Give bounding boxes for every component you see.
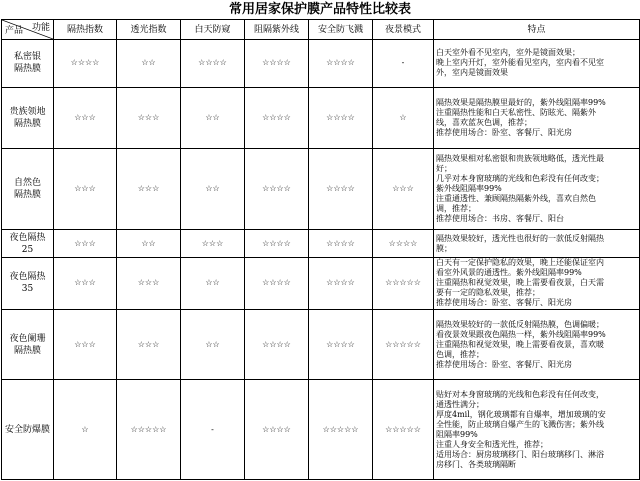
feature-line: 隔热效果较好的一款低反射隔热膜，色调偏暖； bbox=[436, 319, 604, 329]
feature-line: 全性能，防止玻璃自爆产生的飞溅伤害；紫外线 bbox=[436, 419, 604, 429]
feature-line: 调，推荐； bbox=[436, 204, 476, 214]
feature-line: 隔热效果是隔热膜里最好的，紫外线阻隔率99% bbox=[436, 97, 606, 107]
features-cell bbox=[434, 230, 640, 258]
features-cell bbox=[434, 40, 640, 88]
rating-cell: ☆☆☆☆☆ bbox=[117, 380, 181, 480]
rating-cell: ☆☆☆☆ bbox=[245, 40, 309, 88]
rating-cell: ☆☆ bbox=[181, 257, 245, 309]
rating-cell: ☆☆ bbox=[117, 40, 181, 88]
rating-cell: ☆☆☆☆☆ bbox=[309, 380, 373, 480]
rating-cell: ☆☆☆☆ bbox=[309, 87, 373, 148]
rating-cell: ☆☆☆ bbox=[54, 148, 117, 229]
feature-line: 好； bbox=[436, 164, 452, 174]
feature-line: 房移门、各类玻璃隔断 bbox=[436, 459, 516, 469]
feature-line: 适用场合：厨房玻璃移门、阳台玻璃移门、淋浴 bbox=[436, 449, 604, 459]
feature-line: 推荐使用场合：书房、客餐厅、阳台 bbox=[436, 214, 564, 224]
features-cell bbox=[434, 257, 640, 309]
column-header: 透光指数 bbox=[117, 20, 181, 40]
features-cell bbox=[434, 87, 640, 148]
rating-cell: ☆☆☆☆☆ bbox=[373, 380, 434, 480]
rating-cell: ☆☆☆☆ bbox=[309, 148, 373, 229]
rating-cell: - bbox=[373, 40, 434, 88]
rating-cell: ☆☆☆ bbox=[54, 257, 117, 309]
product-name-cell: 夜色阑珊 隔热膜 bbox=[2, 309, 54, 379]
page-title: 常用居家保护膜产品特性比较表 bbox=[228, 2, 411, 17]
table-row bbox=[2, 40, 640, 88]
feature-line: 推荐使用场合：卧室、客餐厅、阳光房 bbox=[436, 359, 572, 369]
rating-cell: - bbox=[181, 380, 245, 480]
feature-line: 注重隔热和视觉效果，晚上需要看夜景，喜欢暖 bbox=[436, 339, 604, 349]
rating-cell: ☆☆☆☆ bbox=[181, 40, 245, 88]
rating-cell: ☆☆☆ bbox=[373, 148, 434, 229]
feature-line: 贴好对本身窗玻璃的光线和色彩没有任何改变， bbox=[436, 389, 604, 399]
rating-cell: ☆☆☆ bbox=[54, 87, 117, 148]
product-name-cell: 夜色隔热25 bbox=[2, 230, 54, 258]
column-header: 隔热指数 bbox=[54, 20, 117, 40]
feature-line: 注重通透性、兼顾隔热隔紫外线，喜欢自然色 bbox=[436, 194, 596, 204]
header-product-label: 产品 bbox=[5, 26, 24, 36]
rating-cell: ☆☆☆☆ bbox=[309, 230, 373, 258]
table-row bbox=[2, 257, 640, 309]
rating-cell: ☆☆☆☆ bbox=[245, 309, 309, 379]
feature-line: 色调，推荐； bbox=[436, 349, 484, 359]
column-header: 阻隔紫外线 bbox=[245, 20, 309, 40]
rating-cell: ☆☆☆ bbox=[117, 309, 181, 379]
header-function-label: 功能 bbox=[31, 23, 50, 33]
rating-cell: ☆☆☆☆ bbox=[245, 230, 309, 258]
rating-cell: ☆☆ bbox=[181, 87, 245, 148]
product-name-cell: 安全防爆膜 bbox=[2, 380, 54, 480]
rating-cell: ☆☆☆ bbox=[117, 87, 181, 148]
rating-cell: ☆☆☆☆ bbox=[54, 40, 117, 88]
rating-cell: ☆☆☆ bbox=[54, 230, 117, 258]
feature-line: 推荐使用场合：卧室、客餐厅、阳光房 bbox=[436, 298, 572, 308]
table-row bbox=[2, 230, 640, 258]
product-name-cell: 私密银 隔热膜 bbox=[2, 40, 54, 88]
rating-cell: ☆☆☆ bbox=[54, 309, 117, 379]
feature-line: 外，室内是镜面效果 bbox=[436, 68, 508, 78]
header-corner-cell bbox=[2, 20, 54, 40]
rating-cell: ☆ bbox=[54, 380, 117, 480]
feature-line: 注重人身安全和透光性，推荐； bbox=[436, 439, 548, 449]
feature-line: 推荐使用场合：卧室、客餐厅、阳光房 bbox=[436, 127, 572, 137]
feature-line: 白天室外看不见室内，室外是镜面效果； bbox=[436, 48, 580, 58]
column-header: 夜景模式 bbox=[373, 20, 434, 40]
feature-line: 线，喜欢蓝灰色调，推荐； bbox=[436, 117, 532, 127]
rating-cell: ☆ bbox=[373, 87, 434, 148]
product-name-cell: 夜色隔热35 bbox=[2, 257, 54, 309]
rating-cell: ☆☆☆☆☆ bbox=[373, 309, 434, 379]
feature-line: 隔热效果相对私密银和贵族领地略低，透光性最 bbox=[436, 154, 604, 164]
rating-cell: ☆☆☆☆ bbox=[309, 257, 373, 309]
feature-line: 看室外风景的通透性。紫外线阻隔率99% bbox=[436, 268, 582, 278]
rating-cell: ☆☆☆☆ bbox=[309, 40, 373, 88]
table-row bbox=[2, 309, 640, 379]
feature-line: 注重隔热性能和白天私密性、防眩光、隔紫外 bbox=[436, 107, 596, 117]
column-header: 白天防窥 bbox=[181, 20, 245, 40]
feature-line: 隔热效果较好，透光性也很好的一款低反射隔热 bbox=[436, 233, 604, 243]
feature-line: 厚度4mil，钢化玻璃都有自爆率，增加玻璃的安 bbox=[436, 409, 606, 419]
feature-line: 膜； bbox=[436, 243, 452, 253]
rating-cell: ☆☆☆☆ bbox=[245, 257, 309, 309]
feature-line: 要有一定的隐私效果，推荐； bbox=[436, 288, 540, 298]
rating-cell: ☆☆☆☆ bbox=[245, 148, 309, 229]
feature-line: 阻隔率99% bbox=[436, 429, 478, 439]
feature-line: 注重隔热和视觉效果，晚上需要看夜景，白天需 bbox=[436, 278, 604, 288]
product-name-cell: 贵族领地 隔热膜 bbox=[2, 87, 54, 148]
rating-cell: ☆☆☆☆ bbox=[373, 230, 434, 258]
features-cell bbox=[434, 148, 640, 229]
rating-cell: ☆☆☆☆ bbox=[245, 380, 309, 480]
rating-cell: ☆☆ bbox=[117, 230, 181, 258]
rating-cell: ☆☆☆☆ bbox=[245, 87, 309, 148]
column-header: 特点 bbox=[434, 20, 640, 40]
feature-line: 晚上室内开灯，室外能看见室内，室内看不见室 bbox=[436, 58, 604, 68]
feature-line: 紫外线阻隔率99% bbox=[436, 184, 502, 194]
feature-line: 白天有一定保护隐私的效果，晚上还能保证室内 bbox=[436, 258, 604, 268]
feature-line: 看夜景效果跟夜色隔热一样，紫外线阻隔率99% bbox=[436, 329, 606, 339]
header-row bbox=[2, 20, 640, 40]
rating-cell: ☆☆☆ bbox=[181, 230, 245, 258]
column-header: 安全防飞溅 bbox=[309, 20, 373, 40]
feature-line: 几乎对本身窗玻璃的光线和色彩没有任何改变； bbox=[436, 174, 604, 184]
features-cell bbox=[434, 309, 640, 379]
comparison-table bbox=[1, 19, 640, 480]
table-row bbox=[2, 380, 640, 480]
product-name-cell: 自然色 隔热膜 bbox=[2, 148, 54, 229]
features-cell bbox=[434, 380, 640, 480]
rating-cell: ☆☆☆ bbox=[117, 257, 181, 309]
rating-cell: ☆☆ bbox=[181, 309, 245, 379]
feature-line: 通透性满分； bbox=[436, 399, 484, 409]
rating-cell: ☆☆☆ bbox=[117, 148, 181, 229]
rating-cell: ☆☆ bbox=[181, 148, 245, 229]
table-row bbox=[2, 148, 640, 229]
rating-cell: ☆☆☆☆ bbox=[309, 309, 373, 379]
table-row bbox=[2, 87, 640, 148]
rating-cell: ☆☆☆☆☆ bbox=[373, 257, 434, 309]
